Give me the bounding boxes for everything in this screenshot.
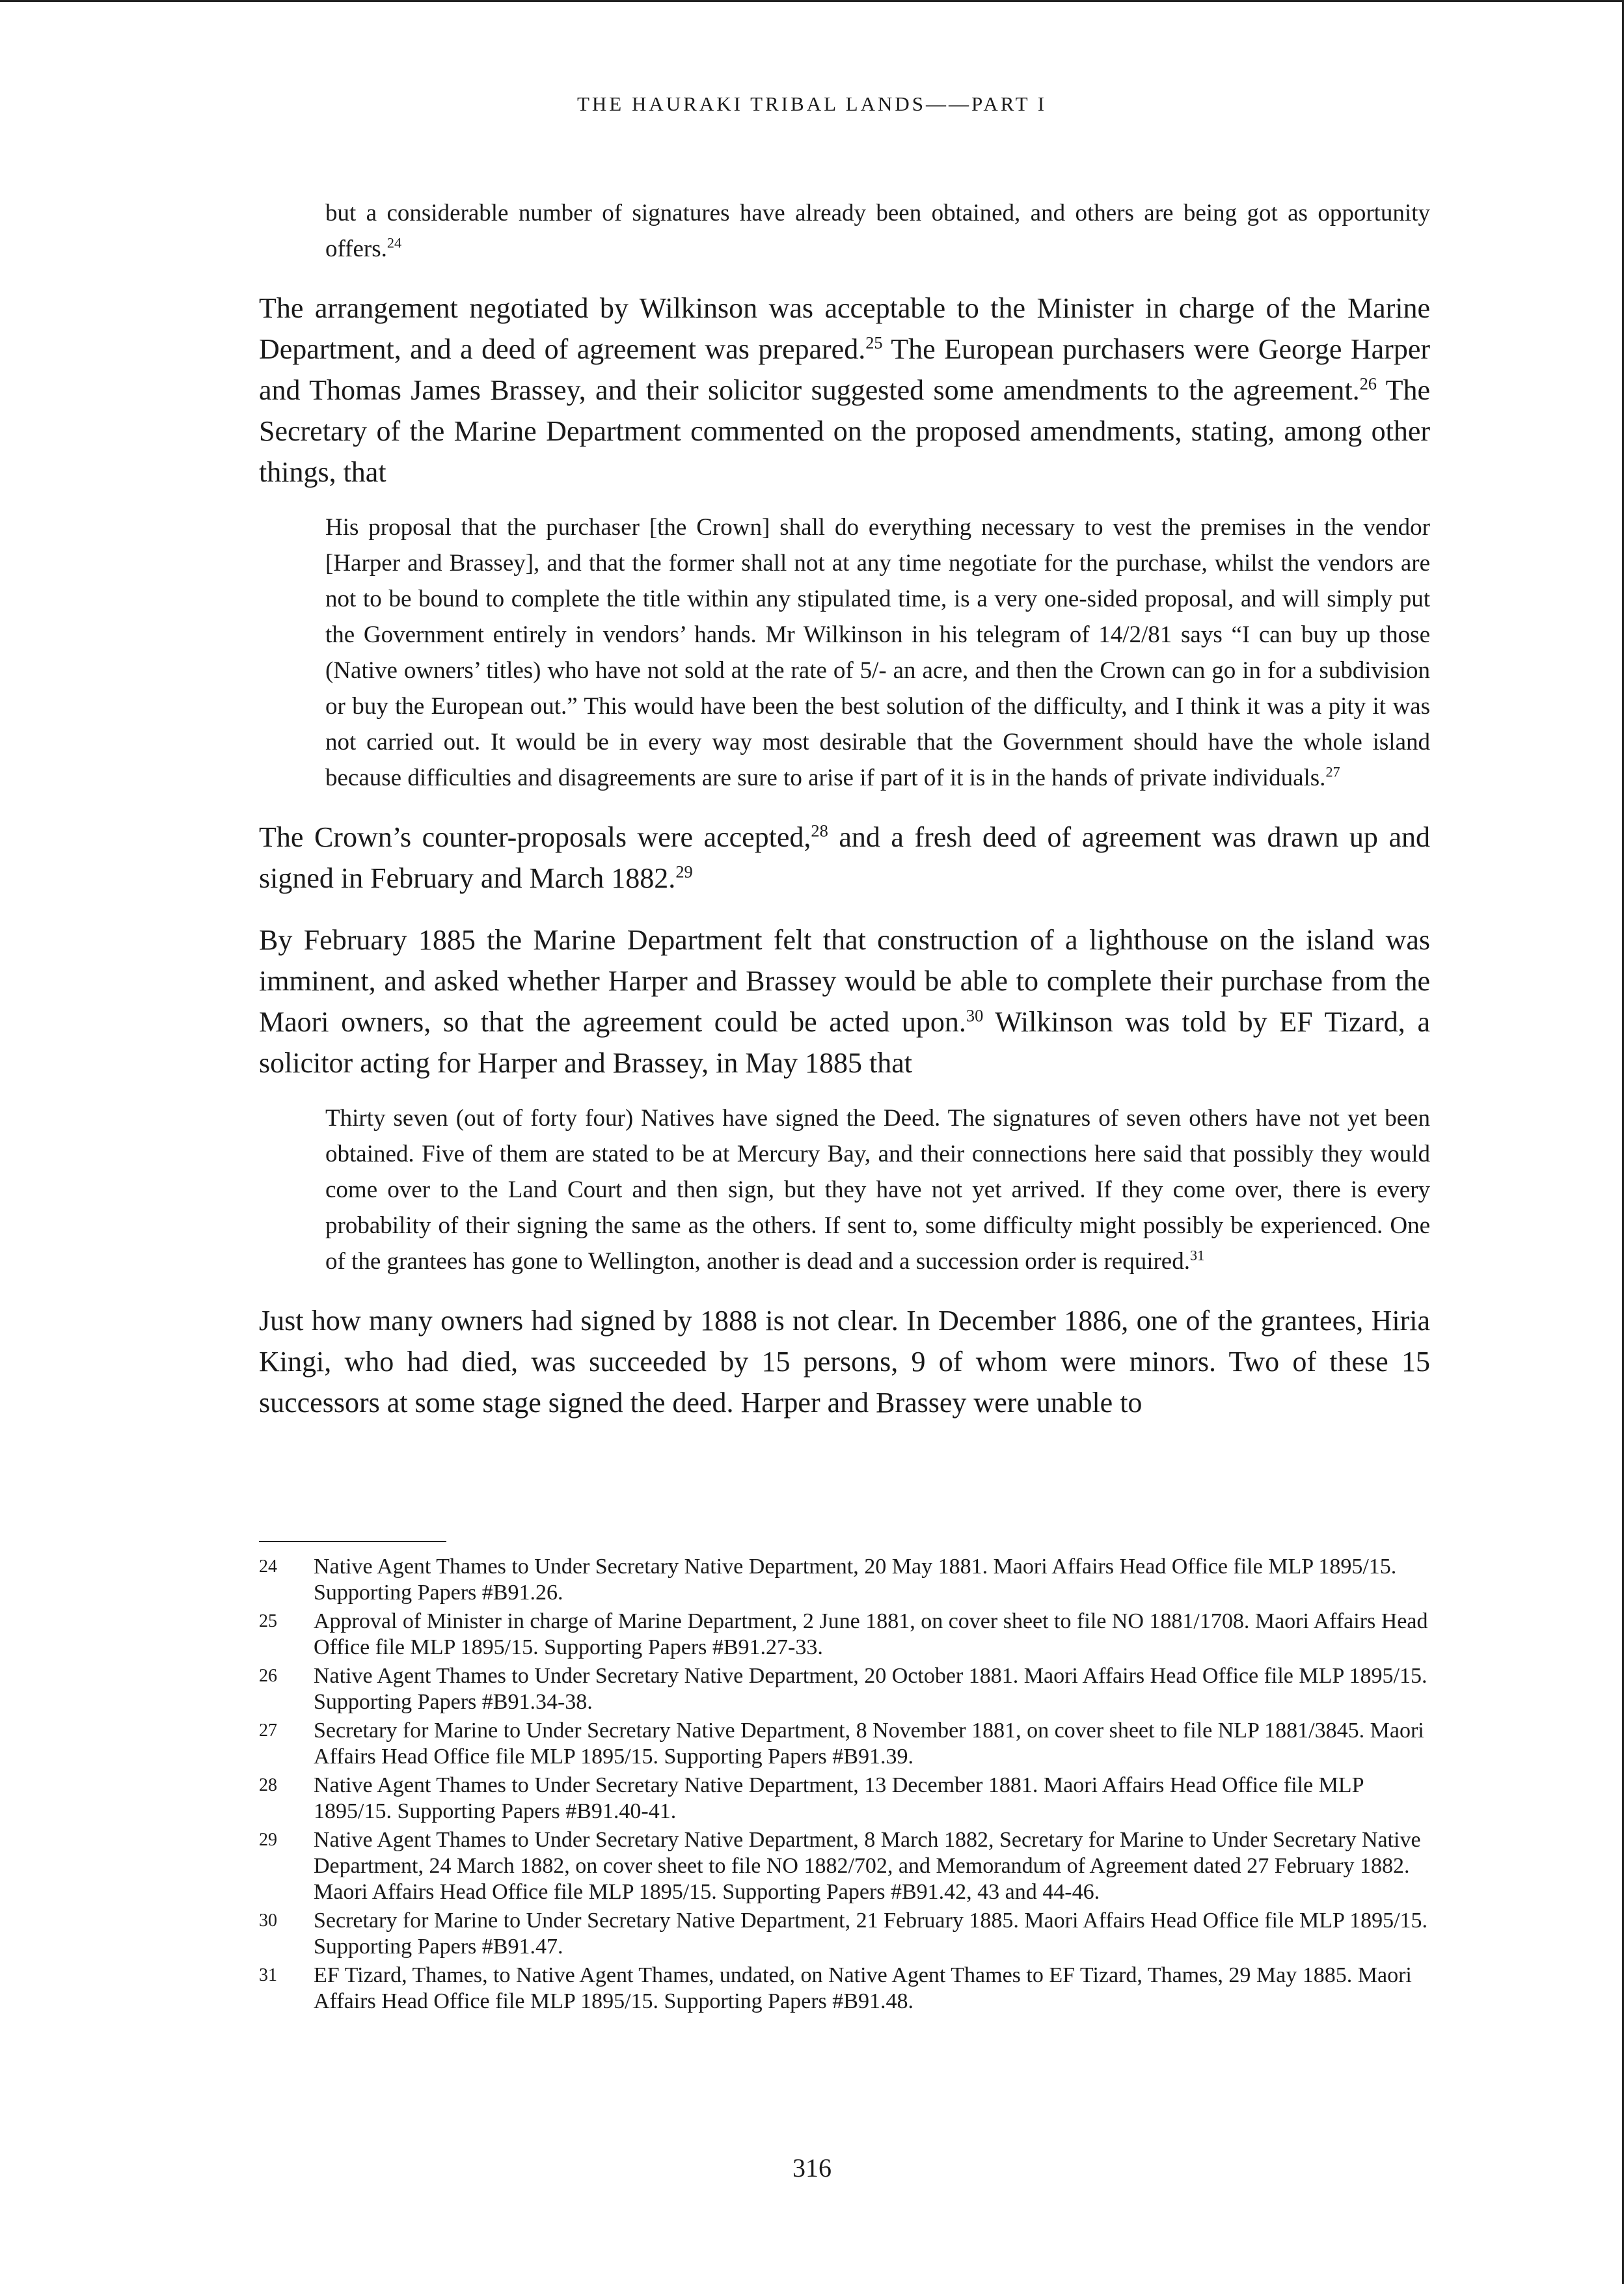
footnote: [259, 1908, 1430, 1960]
block-quote: [325, 195, 1430, 267]
paragraph: [259, 1300, 1430, 1423]
footnote-ref: 30: [966, 1005, 984, 1026]
block-quote: [325, 510, 1430, 796]
footnote: [259, 1663, 1430, 1715]
paragraph-text: By February 1885 the Marine Department felt that construction of a lighthouse on the island was imminent, and asked whether Harper and Brassey would be able to complete their purchase from the Maori owners, so that the agreement could be acted upon.: [259, 924, 1430, 1038]
footnote-text: EF Tizard, Thames, to Native Agent Thames, undated, on Native Agent Thames to EF Tizard, Thames, 29 May 1885. Maori Affairs Head Office file MLP 1895/15. Supporting Papers #B91.48.: [314, 1963, 1412, 2013]
footnote-number: 27: [259, 1720, 277, 1741]
quote-text: Thirty seven (out of forty four) Natives have signed the Deed. The signatures of seven others have not yet been obtained. Five of them are stated to be at Mercury Bay, and their connections here said that possibly they would come over to the Land Court and then sign, but they have not yet arrived. If they come over, there is every probability of their signing the same as the others. If sent to, some difficulty might possibly be experienced. One of the grantees has gone to Wellington, another is dead and a succession order is required.: [325, 1105, 1430, 1275]
paragraph-text: The arrangement negotiated by Wilkinson was acceptable to the Minister in charge of the Marine Department, and a deed of agreement was prepared.: [259, 292, 1430, 365]
paragraph: [259, 817, 1430, 899]
footnote-number: 30: [259, 1910, 277, 1931]
paragraph: [259, 288, 1430, 493]
paragraph-text: The Secretary of the Marine Department commented on the proposed amendments, stating, among other things, that: [259, 374, 1430, 488]
footnote: [259, 1963, 1430, 2015]
footnote-text: Native Agent Thames to Under Secretary Native Department, 20 October 1881. Maori Affairs Head Office file MLP 1895/15. Supporting Papers #B91.34-38.: [314, 1664, 1428, 1714]
block-quote: [325, 1100, 1430, 1279]
paragraph-text: Wilkinson was told by EF Tizard, a solicitor acting for Harper and Brassey, in May 1885 that: [259, 1006, 1430, 1079]
footnote-number: 29: [259, 1830, 277, 1850]
footnote: [259, 1609, 1430, 1661]
footnote-number: 25: [259, 1611, 277, 1631]
footnote-text: Native Agent Thames to Under Secretary Native Department, 13 December 1881. Maori Affairs Head Office file MLP 1895/15. Supporting Papers #B91.40-41.: [314, 1773, 1364, 1823]
footnote-ref: 31: [1189, 1247, 1205, 1264]
paragraph-text: The Crown’s counter-proposals were accepted,: [259, 821, 811, 853]
footnote-ref: 29: [675, 862, 693, 882]
paragraph: [259, 919, 1430, 1083]
footnote-number: 26: [259, 1666, 277, 1686]
page-top-border: [0, 0, 1624, 2]
page-number: 316: [792, 2153, 832, 2182]
footnotes: [259, 1554, 1430, 2017]
running-head: THE HAURAKI TRIBAL LANDS——PART I: [576, 92, 1048, 115]
footnote-ref: 27: [1325, 763, 1340, 780]
footnote-ref: 25: [865, 333, 883, 353]
footnote: [259, 1718, 1430, 1770]
footnote-text: Secretary for Marine to Under Secretary Native Department, 8 November 1881, on cover sheet to file NLP 1881/3845. Maori Affairs Head Office file MLP 1895/15. Supporting Papers #B91.39.: [314, 1719, 1424, 1769]
footnote-ref: 28: [811, 821, 828, 841]
footnote-ref: 24: [386, 234, 402, 251]
footnote: [259, 1554, 1430, 1606]
paragraph-text: The European purchasers were George Harper and Thomas James Brassey, and their solicitor suggested some amendments to the agreement.: [259, 333, 1431, 406]
body-text: [259, 195, 1430, 1423]
footnote-text: Secretary for Marine to Under Secretary Native Department, 21 February 1885. Maori Affairs Head Office file MLP 1895/15. Supporting Papers #B91.47.: [314, 1909, 1428, 1959]
footnote-text: Native Agent Thames to Under Secretary Native Department, 8 March 1882, Secretary for Marine to Under Secretary Native Department, 24 March 1882, on cover sheet to file NO 1882/702, and Memorandum of Agreement dated 27 February 1882. Maori Affairs Head Office file MLP 1895/15. Supporting Papers #B91.42, 43 and 44-46.: [314, 1828, 1421, 1904]
footnote: [259, 1773, 1430, 1825]
quote-text: His proposal that the purchaser [the Crown] shall do everything necessary to vest the premises in the vendor [Harper and Brassey], and that the former shall not at any time negotiate for the purchase, whilst the vendors are not to be bound to complete the title within any stipulated time, is a very one-sided proposal, and will simply put the Government entirely in vendors’ hands. Mr Wilkinson in his telegram of 14/2/81 says “I can buy up those (Native owners’ titles) who have not sold at the rate of 5/- an acre, and then the Crown can go in for a subdivision or buy the European out.” This would have been the best solution of the difficulty, and I think it was a pity it was not carried out. It would be in every way most desirable that the Government should have the whole island because difficulties and disagreements are sure to arise if part of it is in the hands of private individuals.: [325, 514, 1430, 791]
footnote-number: 31: [259, 1965, 277, 1985]
quote-text: but a considerable number of signatures have already been obtained, and others are being got as opportunity offers.: [325, 200, 1430, 262]
footnote-number: 24: [259, 1557, 277, 1577]
footnote: [259, 1827, 1430, 1905]
footnote-text: Approval of Minister in charge of Marine Department, 2 June 1881, on cover sheet to file NO 1881/1708. Maori Affairs Head Office file MLP 1895/15. Supporting Papers #B91.27-33.: [314, 1609, 1428, 1659]
paragraph-text: Just how many owners had signed by 1888 is not clear. In December 1886, one of the grantees, Hiria Kingi, who had died, was succeeded by 15 persons, 9 of whom were minors. Two of these 15 successors at some stage signed the deed. Harper and Brassey were unable to: [259, 1305, 1430, 1419]
footnote-text: Native Agent Thames to Under Secretary Native Department, 20 May 1881. Maori Affairs Head Office file MLP 1895/15. Supporting Papers #B91.26.: [314, 1555, 1397, 1605]
paragraph-text: and a fresh deed of agreement was drawn up and signed in February and March 1882.: [259, 821, 1430, 894]
footnote-rule: [259, 1541, 446, 1542]
footnote-ref: 26: [1359, 374, 1377, 394]
footnote-number: 28: [259, 1775, 277, 1795]
